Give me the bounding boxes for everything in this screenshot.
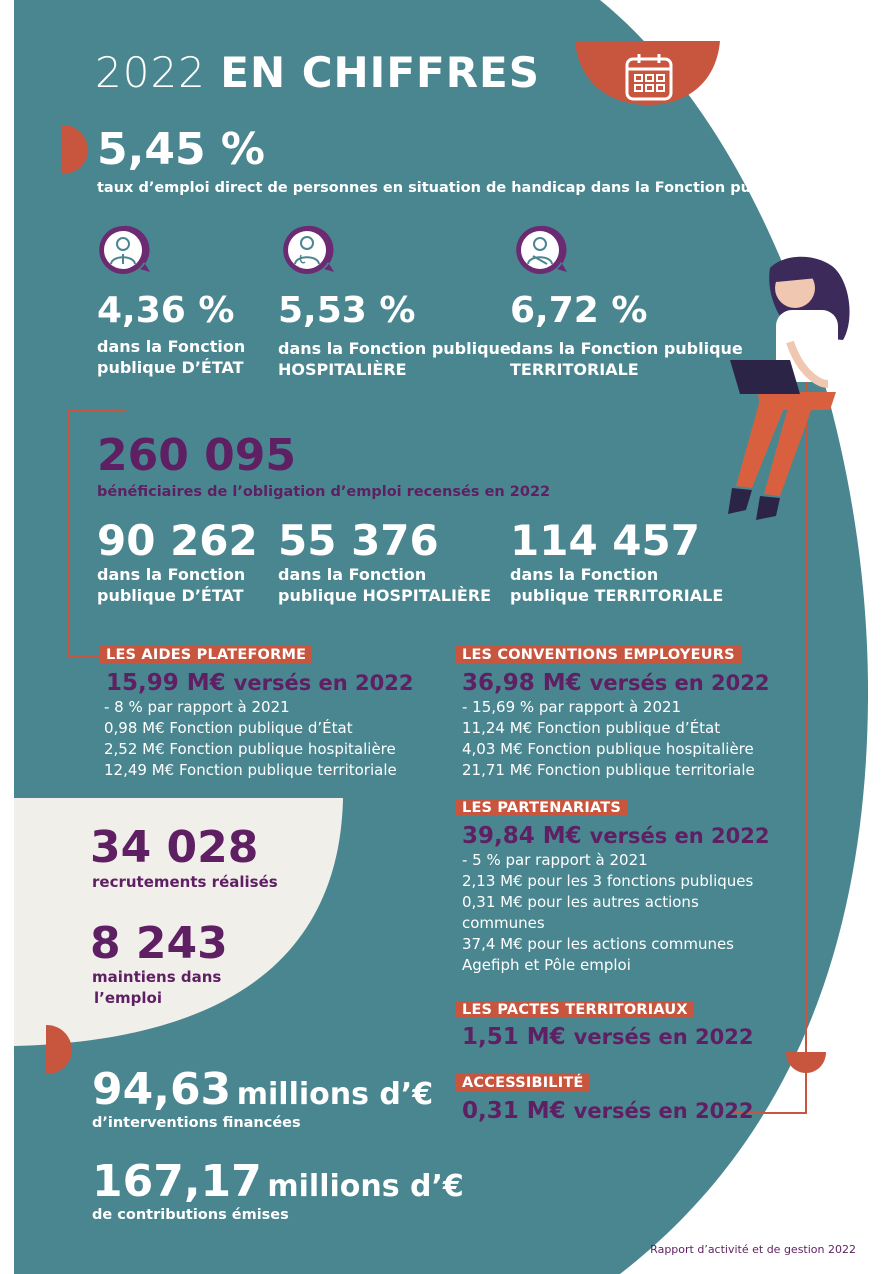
office-worker-icon: [94, 222, 152, 280]
interventions-figure: 94,63 millions d’€: [92, 1064, 434, 1115]
calendar-icon: [624, 52, 674, 102]
page-title: [95, 48, 540, 97]
beneficiaries-territorial-value: 114 457: [510, 516, 700, 565]
aides-tag: LES AIDES PLATEFORME: [100, 646, 312, 663]
title-year: 2022: [95, 48, 206, 97]
rate-state-value: 4,36 %: [97, 290, 235, 331]
beneficiaries-hospital-value: 55 376: [278, 516, 439, 565]
maintiens-label: maintiens dans l’emploi: [92, 968, 222, 1007]
interventions-label: d’interventions financées: [92, 1115, 301, 1131]
rate-state-label: dans la Fonction publique D’ÉTAT: [97, 337, 246, 377]
conventions-details: - 15,69 % par rapport à 2021 11,24 M€ Fonction publique d’État 4,03 M€ Fonction publique hospitalière 21,71 M€ Fonction publique territoriale: [462, 698, 755, 779]
recrutements-value: 34 028: [90, 822, 259, 873]
rate-territorial-label: dans la Fonction publique TERRITORIALE: [510, 339, 743, 379]
footer-text: Rapport d’activité et de gestion 2022: [650, 1243, 856, 1256]
contributions-figure: 167,17 millions d’€: [92, 1156, 464, 1207]
headline-label: taux d’emploi direct de personnes en situation de handicap dans la Fonction publique: [97, 180, 802, 196]
partenariats-details: - 5 % par rapport à 2021 2,13 M€ pour les 3 fonctions publiques 0,31 M€ pour les autres actions communes 37,4 M€ pour les actions communes Agefiph et Pôle emploi: [462, 851, 754, 974]
maintiens-value: 8 243: [90, 918, 228, 969]
title-main: EN CHIFFRES: [220, 48, 540, 97]
aides-amount: 15,99 M€ versés en 2022: [106, 670, 414, 696]
beneficiaries-territorial-label: dans la Fonction publique TERRITORIALE: [510, 565, 724, 605]
pactes-tag: LES PACTES TERRITORIAUX: [456, 1001, 694, 1018]
partenariats-amount: 39,84 M€ versés en 2022: [462, 823, 770, 849]
rate-hospital-label: dans la Fonction publique HOSPITALIÈRE: [278, 339, 511, 379]
accessibilite-tag: ACCESSIBILITÉ: [456, 1074, 590, 1091]
rate-territorial-value: 6,72 %: [510, 290, 648, 331]
recrutements-label: recrutements réalisés: [92, 873, 278, 891]
accessibilite-amount: 0,31 M€ versés en 2022: [462, 1098, 754, 1124]
conventions-amount: 36,98 M€ versés en 2022: [462, 670, 770, 696]
beneficiaries-hospital-label: dans la Fonction publique HOSPITALIÈRE: [278, 565, 492, 605]
aides-details: - 8 % par rapport à 2021 0,98 M€ Fonction publique d’État 2,52 M€ Fonction publique hospitalière 12,49 M€ Fonction publique territoriale: [104, 698, 397, 779]
doctor-icon: [278, 222, 336, 280]
beneficiaries-state-label: dans la Fonction publique D’ÉTAT: [97, 565, 246, 605]
headline-value: 5,45 %: [97, 124, 265, 175]
beneficiaries-value: 260 095: [97, 430, 297, 481]
partenariats-tag: LES PARTENARIATS: [456, 799, 627, 816]
rate-hospital-value: 5,53 %: [278, 290, 416, 331]
worker-icon: [511, 222, 569, 280]
beneficiaries-state-value: 90 262: [97, 516, 258, 565]
contributions-label: de contributions émises: [92, 1207, 289, 1223]
beneficiaries-label: bénéficiaires de l’obligation d’emploi recensés en 2022: [97, 484, 551, 500]
conventions-tag: LES CONVENTIONS EMPLOYEURS: [456, 646, 741, 663]
pactes-amount: 1,51 M€ versés en 2022: [462, 1024, 754, 1050]
marker-right: [786, 1052, 826, 1073]
